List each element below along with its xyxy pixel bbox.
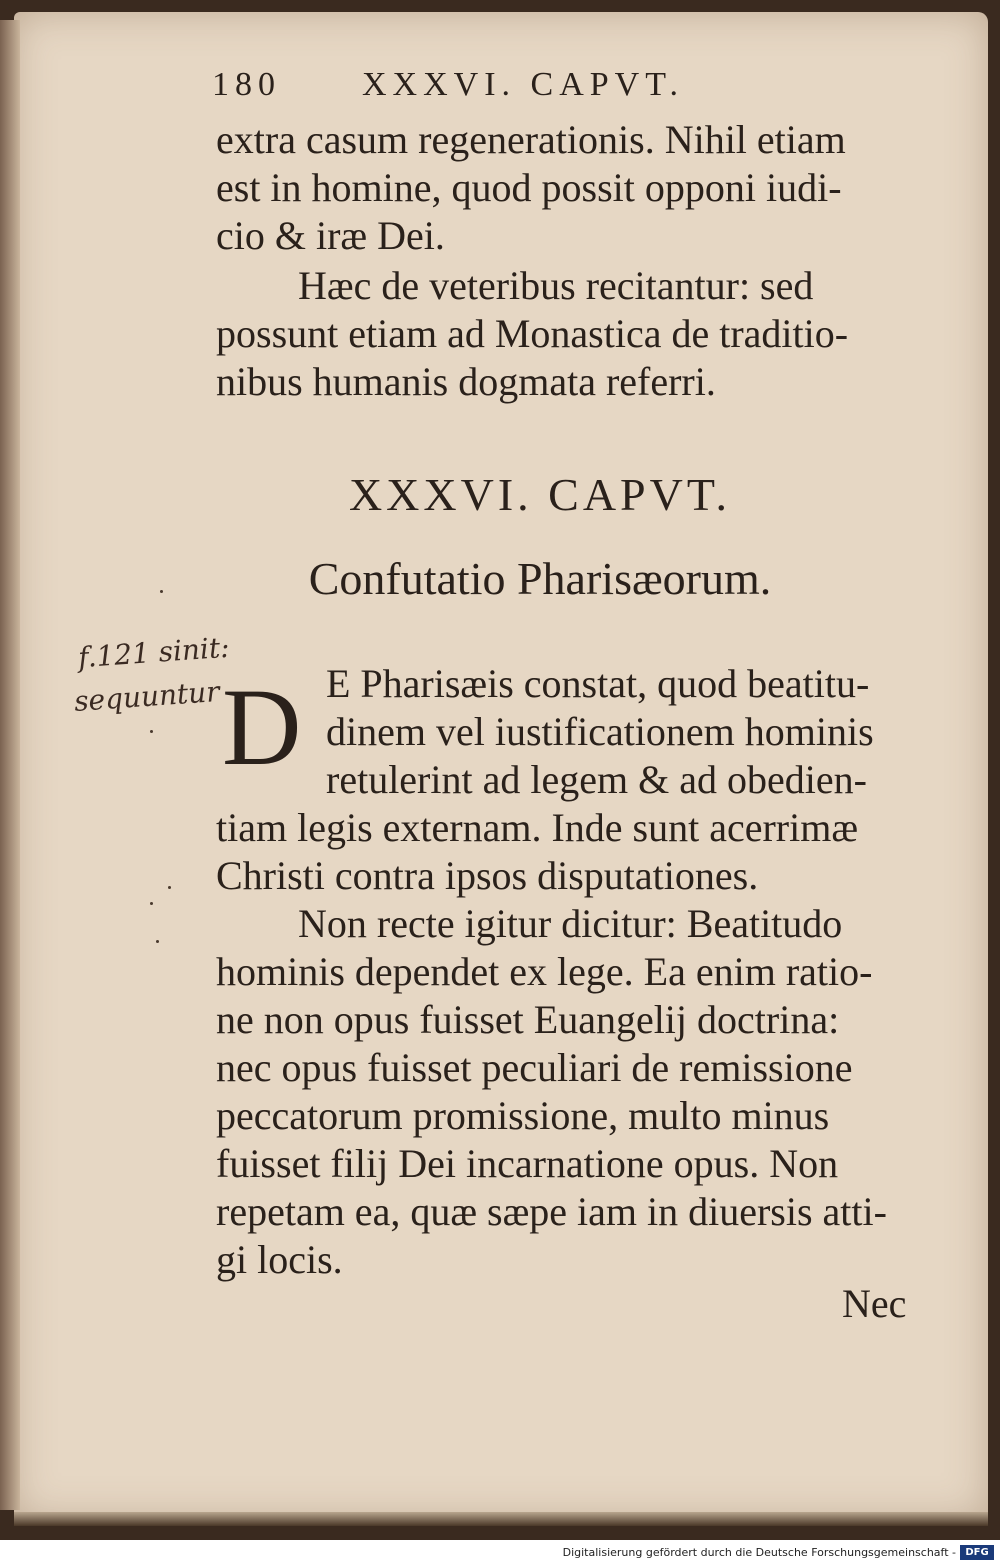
text-line: E Pharisæis constat, quod beatitu- — [326, 661, 870, 706]
catchword: Nec — [842, 1281, 907, 1326]
text-line: nibus humanis dogmata referri. — [216, 359, 716, 404]
running-head: XXXVI. CAPVT. — [362, 66, 684, 103]
funding-credit: Digitalisierung gefördert durch die Deutsche Forschungsgemeinschaft - — [562, 1546, 956, 1559]
text-line: ne non opus fuisset Euangelij doctrina: — [216, 997, 840, 1042]
chapter-subtitle: Confutatio Pharisæorum. — [308, 553, 772, 604]
text-line: tiam legis externam. Inde sunt acerrimæ — [216, 805, 859, 850]
page-number: 180 — [212, 66, 281, 103]
text-line: hominis dependet ex lege. Ea enim ratio- — [216, 949, 873, 994]
footer-bar — [0, 1542, 1000, 1563]
text-line: cio & iræ Dei. — [216, 213, 445, 258]
text-line: possunt etiam ad Monastica de traditio- — [216, 311, 849, 356]
text-line: retulerint ad legem & ad obedien- — [326, 757, 867, 802]
page-spine-edge — [0, 20, 20, 1510]
text-line: dinem vel iustificationem hominis — [326, 709, 874, 754]
text-line: fuisset filij Dei incarnatione opus. Non — [216, 1141, 839, 1186]
drop-cap: D — [222, 666, 302, 788]
handwritten-margin-note: sequuntur — [73, 674, 221, 719]
page-bottom-edge — [14, 1512, 988, 1526]
text-line: Christi contra ipsos disputationes. — [216, 853, 759, 898]
text-line: nec opus fuisset peculiari de remissione — [216, 1045, 853, 1090]
text-line: extra casum regenerationis. Nihil etiam — [216, 117, 846, 162]
text-line: Hæc de veteribus recitantur: sed — [298, 263, 814, 308]
text-line: est in homine, quod possit opponi iudi- — [216, 165, 842, 210]
handwritten-margin-note: f.121 sinit: — [77, 630, 231, 675]
dfg-logo: DFG — [960, 1545, 994, 1560]
chapter-title: XXXVI. CAPVT. — [348, 469, 732, 520]
text-line: gi locis. — [216, 1237, 343, 1282]
text-line: repetam ea, quæ sæpe iam in diuersis atti- — [216, 1189, 887, 1234]
text-line: peccatorum promissione, multo minus — [216, 1093, 830, 1138]
text-line: Non recte igitur dicitur: Beatitudo — [298, 901, 843, 946]
